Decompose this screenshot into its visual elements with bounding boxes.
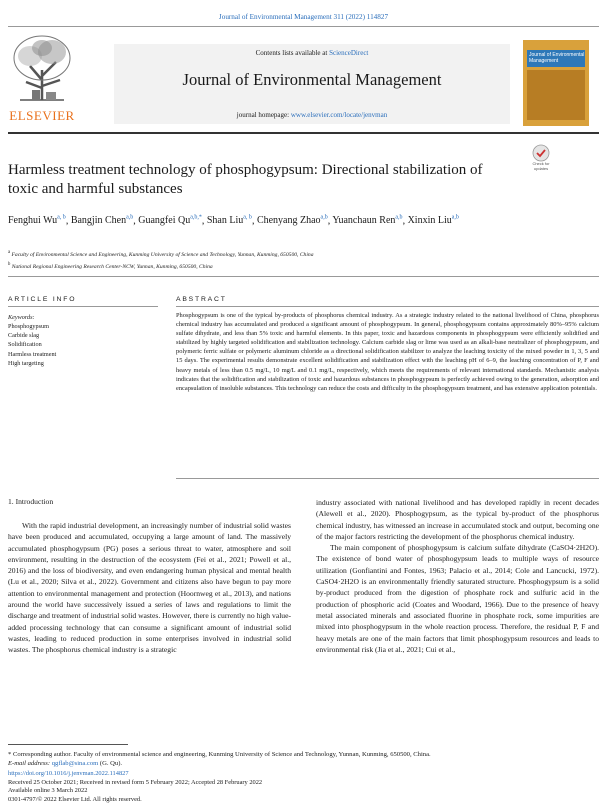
author-affiliation-marker[interactable]: a, b [57, 215, 66, 221]
affiliation-a: $^a$ Faculty of Environmental Science and Engineering, Kunming University of Science and Technology, Yunnan, Kunming, 650500, China [8, 250, 314, 258]
affiliations [8, 248, 568, 272]
keywords-list [8, 322, 158, 368]
homepage-prefix: journal homepage: [236, 111, 291, 119]
available-online: Available online 3 March 2022 [8, 787, 88, 795]
section-heading-introduction: 1. Introduction [8, 497, 54, 506]
author[interactable] [332, 215, 402, 226]
keyword[interactable]: Phosphogypsum [8, 323, 49, 330]
cover-title: Journal of Environmental Management [529, 52, 585, 64]
author[interactable] [207, 215, 252, 226]
abstract-rule [176, 306, 599, 307]
article-title: Harmless treatment technology of phosphogypsum: Directional stabilization of toxic and harmful substances [8, 162, 483, 197]
keyword[interactable]: Harmless treatment [8, 350, 57, 358]
author-affiliation-marker[interactable]: a,b [451, 215, 459, 221]
check-updates-icon [526, 144, 556, 162]
header-bottom-rule [8, 132, 599, 134]
contents-line [114, 49, 510, 57]
email-link[interactable]: qgflab@sina.com [51, 760, 99, 767]
journal-title: Journal of Environmental Management [182, 70, 442, 89]
publisher-name: ELSEVIER [9, 108, 75, 123]
article-info-rule [8, 306, 158, 307]
affiliation-divider [8, 276, 599, 277]
paragraph: The main component of phosphogypsum is calcium sulfate dihydrate (CaSO4·2H2O). The existence of bond water of phosphogypsum leads to multiple ways of resource utilization (Gonfiantini and Fontes, 1963; Palacio et al., 2014; Cole and Lancucki, 1972). CaSO4·2H2O is an environmentally friendly saturated structure. Phosphogypsum is a solid by-product produced from the digestion of phosphate rock and sulfuric acid in the production of phosphoric acid (Coates and Woodard, 1966). Due to the presence of heavy metal associated minerals and associated fluorine in phosphate rock, some impurities are mixed into phosphogypsum in the whole reaction process. Therefore, the residual P, F and heavy metals are one of the main factors that limit phosphogypsum resources and leads to environmental risk (Jia et al., 2021; Cui et al., [316, 543, 599, 654]
paragraph: industry associated with national livelihood and has developed rapidly in recent decades (Alewell et al., 2020). Phosphogypsum, as the typical by-product of the phosphorus chemical industry, has witnessed an increase in accumulated stock and output, becoming one of the major factors restricting the development of the phosphorus chemical industry. [316, 498, 599, 541]
author-affiliation-marker[interactable]: a,b [126, 215, 134, 221]
author-list: Fenghui Wu$^{a, b}$, Bangjin Chen$^{a,b}$, Guangfei $Qu^{a,b,*}$, Shan Liu$^{a, b}$, Chenyang Zhao$^{a,b}$, Yuanchaun Ren$^{a,b}$, Xinxin Liu$^{a,b}$ [8, 215, 459, 227]
abstract-text: Phosphogypsum is one of the typical by-products of phosphorus chemical industry. As a strategic industry related to the national livelihood of China, phosphorus chemical industry has accumulated and produced a significant amount of phosphogypsum. In general, phosphogypsum contains approximately 80%–95% calcium sulfate dihydrate, and less than 5% toxic and harmful elements. In this paper, toxic and hazardous components in phosphogypsum were efficiently solidified and stabilized by highly targeted solidification and stabilization technology. Calcium carbide slag or lime was used as an alkali-base neutralizer of phosphogypsum, and polymeric ferric sulfate or polymeric aluminum chloride as a directional solidification stabilizer to analyze the leaching toxicity of the mixed powder in 1, 3, 5 and 15 days. The experimental results demonstrate excellent solidification and stabilization effect with the leaching pH of 6–9, the leaching concentration of P, F and heavy metals of less than 0.5 mg/L, 10 mg/L and 0.1 mg/L, respectively, which meets the requirements of relevant international standards. Mechanistic analysis indicates that the solidification and stabilization of toxic and hazardous substances in phosphogypsum is perfectly achieved owing to the generation, adsorption and encapsulation of insoluble substances. This technology can reduce the costs and difficulty in the phosphogypsum treatment, and has extensive application potentials. [176, 312, 599, 392]
copyright: 0301-4797/© 2022 Elsevier Ltd. All rights reserved. [8, 796, 142, 804]
journal-cover-image[interactable] [523, 40, 589, 126]
check-for-updates-badge[interactable] [526, 144, 556, 174]
author[interactable] [408, 215, 459, 226]
footnote-rule [8, 744, 128, 745]
author-name: Yuanchaun Ren [332, 215, 396, 227]
paragraph: With the rapid industrial development, an increasingly number of industrial solid wastes have been produced and accumulated, occupying a large amount of land. The massively accumulated phosphogypsum (PG) poses a serious threat to water, atmosphere and soil environment, resulting in the destruction of the ecosystem (Fei et al., 2021; Powell et al., 2016) and the loss of biodiversity, and even endangering human physical and mental health (Lu et al., 2020; Silva et al., 2022). Government and citizens also have begun to pay more attention to environmental management and protection (Hoornweg et al., 2013), and nations around the world have successively issued a series of laws and regulations to limit the discharge and treatment of industrial solid wastes. However, there is currently no high value-added processing technology that can consume a significant amount of industrial solid wastes, leading to reduced production in some enterprises involved in industrial solid wastes. The phosphorus chemical industry is a strategic [8, 521, 291, 655]
journal-reference[interactable]: Journal of Environmental Management 311 (2022) 114827 [218, 13, 389, 21]
abstract-bottom-rule [176, 478, 599, 479]
journal-homepage-link[interactable]: www.elsevier.com/locate/jenvman [290, 111, 388, 119]
sciencedirect-link[interactable]: ScienceDirect [329, 49, 369, 57]
contents-prefix: Contents lists available at [255, 49, 330, 57]
keyword[interactable]: Carbide slag [8, 332, 40, 340]
check-updates-label: Check for updates [532, 161, 550, 171]
keyword[interactable]: High targeting [8, 359, 44, 367]
corresponding-author-footnote [8, 750, 599, 768]
corresponding-author-note: * Corresponding author. Faculty of environmental science and engineering, Kunming University of Science and Technology, Yunnan, Kunming, 650500, China. [8, 751, 431, 758]
author-affiliation-marker[interactable]: a, b [243, 215, 252, 221]
doi-link[interactable]: https://doi.org/10.1016/j.jenvman.2022.114827 [8, 770, 129, 777]
keywords-label: Keywords: [8, 314, 35, 321]
body-column-right [316, 497, 599, 655]
author[interactable] [257, 215, 328, 226]
email-line: E-mail address: qgflab@sina.com (G. Qu). [8, 760, 123, 767]
journal-homepage-line [114, 111, 510, 119]
author[interactable] [71, 215, 133, 226]
article-info-heading: ARTICLE INFO [8, 296, 77, 303]
author-name: Chenyang Zhao [256, 215, 321, 227]
author-name: Fenghui Wu [8, 215, 58, 227]
author[interactable] [138, 215, 202, 226]
author-affiliation-marker[interactable]: a,b,* [190, 215, 202, 221]
author-name: Shan Liu [206, 215, 244, 227]
author-name: Xinxin Liu [407, 215, 452, 227]
elsevier-logo[interactable] [6, 30, 78, 126]
publication-info [8, 770, 599, 805]
received-dates: Received 25 October 2021; Received in revised form 5 February 2022; Accepted 28 February 2022 [8, 778, 263, 786]
author-name: Guangfei Qu [138, 215, 191, 227]
author-affiliation-marker[interactable]: a,b [320, 215, 328, 221]
cover-artwork [527, 70, 585, 120]
affiliation-b: $^b$ National Regional Engineering Research Center-NCW, Yunnan, Kunming, 650500, China [8, 261, 213, 270]
abstract-heading: ABSTRACT [176, 296, 227, 303]
keyword[interactable]: Solidification [8, 341, 42, 349]
header-divider [8, 26, 599, 27]
author-affiliation-marker[interactable]: a,b [395, 215, 403, 221]
body-column-left [8, 520, 291, 656]
author-name: Bangjin Chen [70, 215, 127, 227]
author[interactable] [8, 215, 66, 226]
